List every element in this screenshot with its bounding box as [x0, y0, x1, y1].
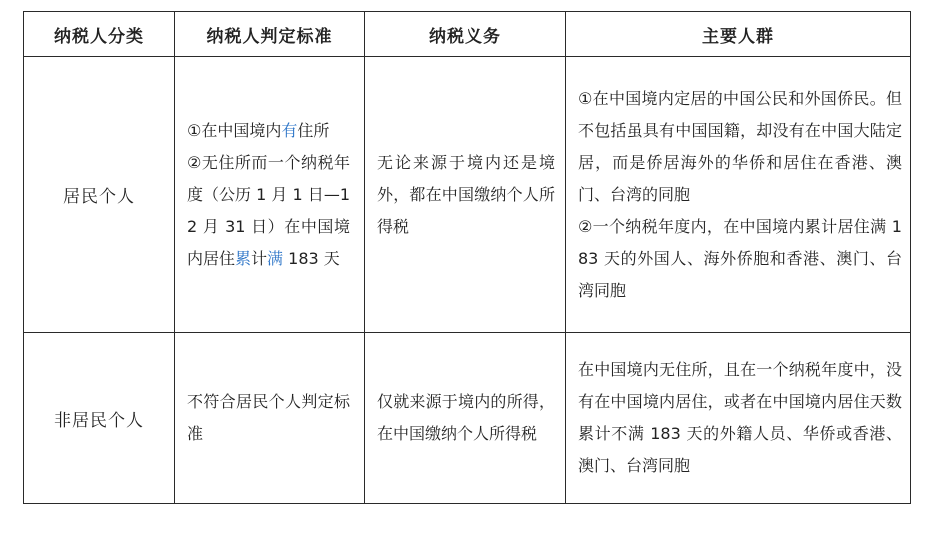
header-standard: 纳税人判定标准 [175, 12, 365, 57]
table-header-row [24, 12, 911, 57]
table-row-resident [24, 57, 911, 333]
taxpayer-classification-table [23, 11, 911, 504]
cell-standard-nonresident: 不符合居民个人判定标准 [175, 333, 365, 504]
groups-item-1: ①在中国境内定居的中国公民和外国侨民。但不包括虽具有中国国籍，却没有在中国大陆定居，而是侨居海外的华侨和居住在香港、澳门、台湾的同胞 [578, 88, 902, 204]
highlight-text: 有 [281, 120, 298, 140]
groups-item-2: ②一个纳税年度内，在中国境内累计居住满 183 天的外国人、海外侨胞和香港、澳门、台湾同胞 [578, 216, 902, 300]
header-category: 纳税人分类 [24, 12, 175, 57]
cell-duty-resident: 无论来源于境内还是境外，都在中国缴纳个人所得税 [365, 57, 566, 333]
standard-item-2: ②无住所而一个纳税年度（公历 1 月 1 日—12 月 31 日）在中国境内居住累计满 183 天 [187, 152, 350, 268]
table-row-nonresident [24, 333, 911, 504]
standard-item-1: ①在中国境内有住所 [187, 120, 330, 140]
header-duty: 纳税义务 [365, 12, 566, 57]
cell-duty-nonresident: 仅就来源于境内的所得，在中国缴纳个人所得税 [365, 333, 566, 504]
cell-category-resident: 居民个人 [24, 57, 175, 333]
cell-standard-resident [175, 57, 365, 333]
header-groups: 主要人群 [566, 12, 911, 57]
cell-category-nonresident: 非居民个人 [24, 333, 175, 504]
highlight-text: 累 [235, 248, 252, 268]
cell-groups-nonresident: 在中国境内无住所，且在一个纳税年度中，没有在中国境内居住，或者在中国境内居住天数累计不满 183 天的外籍人员、华侨或香港、澳门、台湾同胞 [566, 333, 911, 504]
cell-groups-resident [566, 57, 911, 333]
highlight-text: 满 [267, 248, 284, 268]
